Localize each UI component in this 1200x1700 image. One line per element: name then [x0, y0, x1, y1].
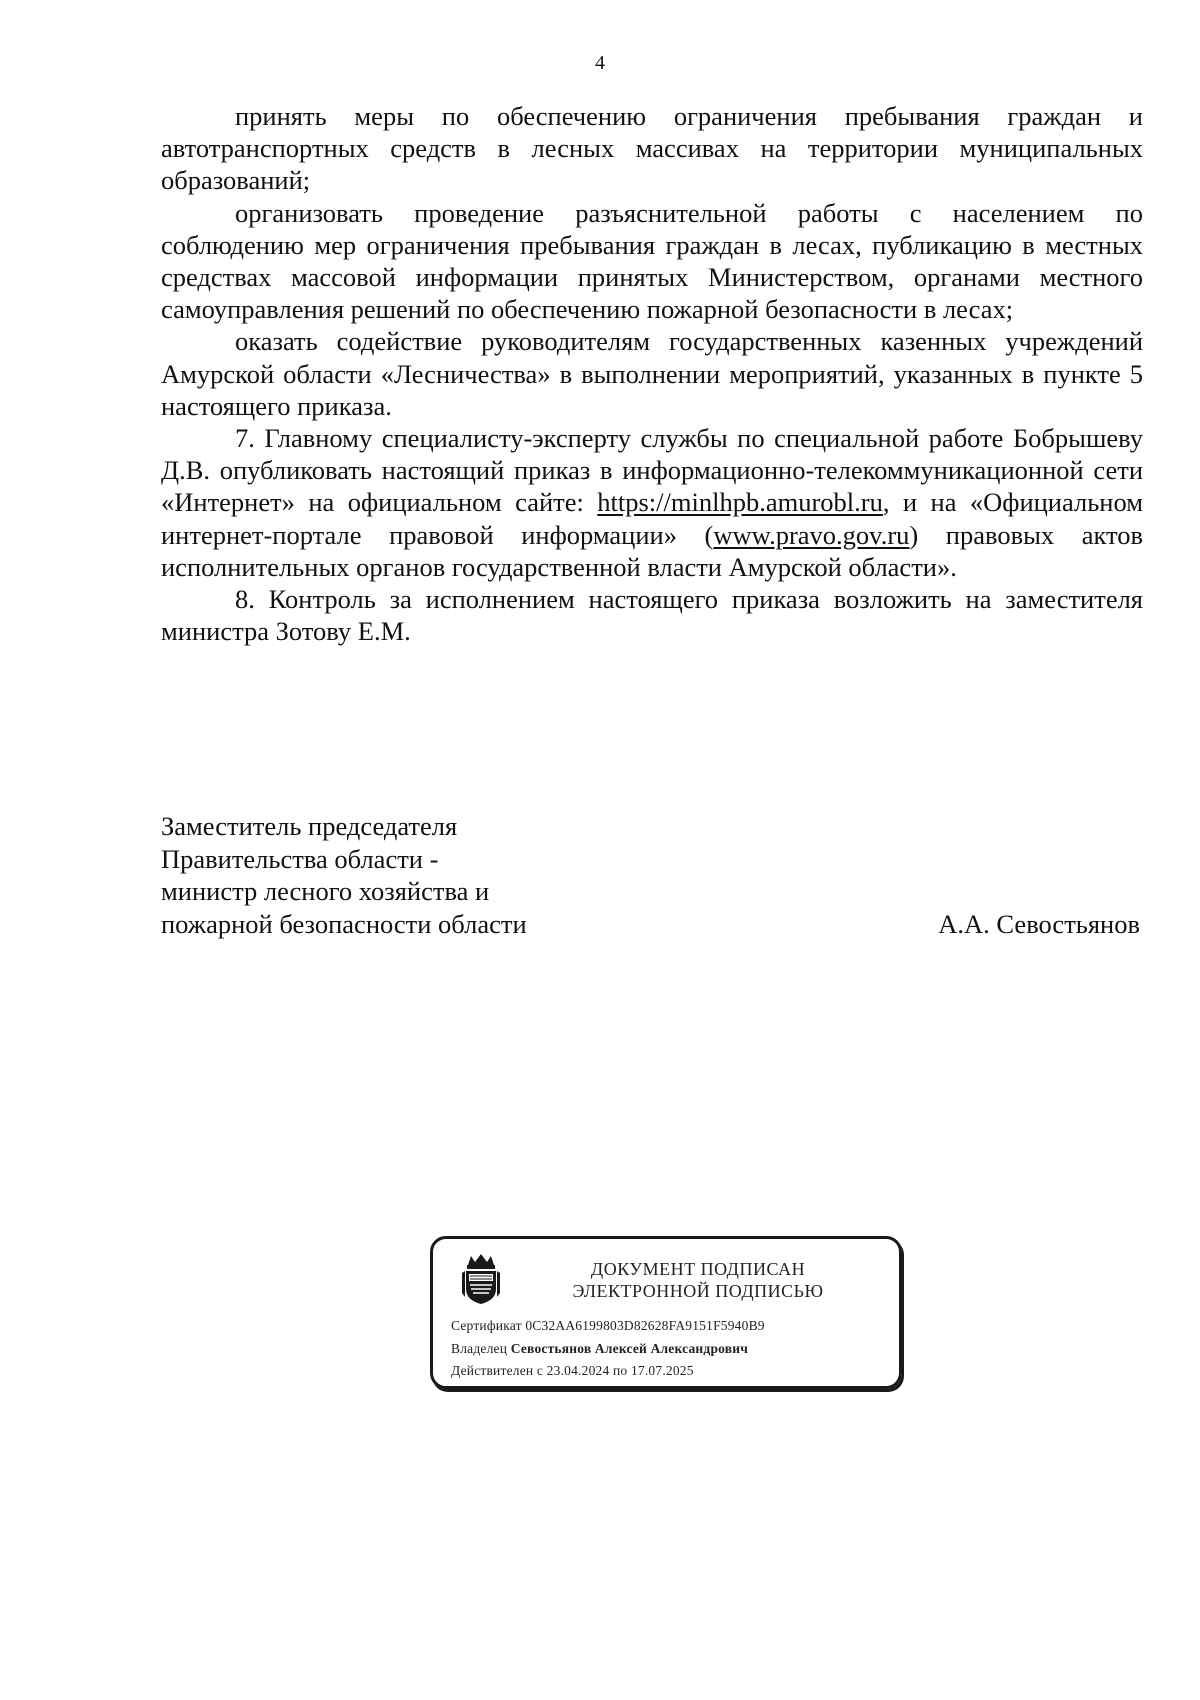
item7-text-end: ) правовых актов исполнительных органов государственной власти Амурской области». [161, 519, 1143, 582]
document-body [161, 100, 1143, 647]
signatory-name: А.А. Севостьянов [938, 908, 1140, 939]
stamp-heading-line: ЭЛЕКТРОННОЙ ПОДПИСЬЮ [572, 1281, 824, 1301]
item7-text-start: 7. Главному специалисту-эксперту службы по специальной работе Бобрышеву Д.В. опубликовать настоящий приказ в информационно-телекоммуникационной сети «Интернет» на официальном сайте: [161, 423, 1143, 518]
paragraph-explanatory-work: организовать проведение разъяснительной работы с населением по соблюдению мер ограничения пребывания граждан в лесах, публикацию в местных средствах массовой информации принятых Министерством, органами местного самоуправления решений по обеспечению пожарной безопасности в лесах; [161, 197, 1143, 325]
signature-title-line: Правительства области - [161, 843, 439, 874]
paragraph-item-8: 8. Контроль за исполнением настоящего приказа возложить на заместителя министра Зотову Е.М. [161, 584, 1143, 647]
valid-to: 17.07.2025 [630, 1363, 694, 1378]
page-number: 4 [595, 52, 605, 74]
signature-title-line: Заместитель председателя [161, 811, 458, 841]
stamp-heading [523, 1258, 873, 1302]
owner-label: Владелец [451, 1341, 508, 1356]
certificate-value: 0C32AA6199803D82628FA9151F5940B9 [525, 1318, 765, 1333]
paragraph-restrict-access: принять меры по обеспечению ограничения пребывания граждан и автотранспортных средств в лесных массивах на территории муниципальных образований; [161, 101, 1143, 196]
stamp-heading-line: ДОКУМЕНТ ПОДПИСАН [590, 1259, 806, 1279]
stamp-owner-line [451, 1341, 748, 1357]
paragraph-assist-forestries: оказать содействие руководителям государственных казенных учреждений Амурской области «Лесничества» в выполнении мероприятий, указанных в пункте 5 настоящего приказа. [161, 326, 1143, 421]
signature-title-line: пожарной безопасности области [161, 908, 527, 939]
stamp-validity-line [451, 1363, 694, 1379]
owner-value: Севостьянов Алексей Александрович [510, 1341, 749, 1356]
certificate-label: Сертификат [451, 1318, 522, 1333]
valid-label: Действителен с [451, 1363, 544, 1378]
paragraph-item-7 [161, 422, 1143, 583]
valid-from: 23.04.2024 [546, 1363, 610, 1378]
signature-title-line: министр лесного хозяйства и [161, 876, 490, 906]
link-pravo-portal[interactable]: www.pravo.gov.ru [713, 519, 910, 550]
amur-region-coat-of-arms-icon [461, 1253, 501, 1305]
valid-to-label: по [613, 1363, 628, 1378]
signature-block [161, 810, 1143, 940]
electronic-signature-stamp [430, 1236, 902, 1389]
item7-text-middle: , и на «Официальном интернет-портале правовой информации» ( [161, 487, 1143, 550]
link-ministry-site[interactable]: https://minlhpb.amurobl.ru [597, 487, 883, 518]
stamp-certificate-line [451, 1318, 765, 1334]
